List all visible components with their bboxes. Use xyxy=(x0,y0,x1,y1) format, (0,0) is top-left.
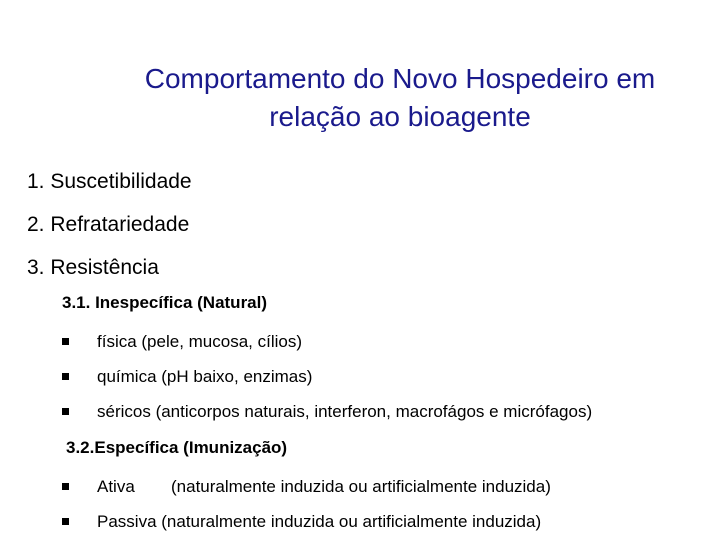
item-suscetibilidade: 1. Suscetibilidade xyxy=(27,170,192,193)
ativa-label: Ativa xyxy=(97,477,135,496)
heading-especifica: 3.2.Específica (Imunização) xyxy=(66,438,288,457)
bullet-text: séricos (anticorpos naturais, interferon, macrofágos e micrófagos) xyxy=(97,402,593,421)
slide-title xyxy=(100,60,700,136)
heading-inespecifica: 3.1. Inespecífica (Natural) xyxy=(62,293,268,312)
title-line-2: relação ao bioagente xyxy=(269,101,531,132)
title-line-1: Comportamento do Novo Hospedeiro em xyxy=(144,63,656,94)
item-resistencia: 3. Resistência xyxy=(27,256,159,279)
square-bullet-icon xyxy=(62,408,69,415)
square-bullet-icon xyxy=(62,518,69,525)
square-bullet-icon xyxy=(62,338,69,345)
item-refratariedade: 2. Refratariedade xyxy=(27,213,190,236)
square-bullet-icon xyxy=(62,373,69,380)
bullet-text xyxy=(97,476,551,498)
square-bullet-icon xyxy=(62,483,69,490)
bullet-text: física (pele, mucosa, cílios) xyxy=(97,332,303,351)
ativa-description: (naturalmente induzida ou artificialmente induzida) xyxy=(171,477,551,496)
bullet-text: Passiva (naturalmente induzida ou artificialmente induzida) xyxy=(97,512,542,531)
bullet-text: química (pH baixo, enzimas) xyxy=(97,367,313,386)
